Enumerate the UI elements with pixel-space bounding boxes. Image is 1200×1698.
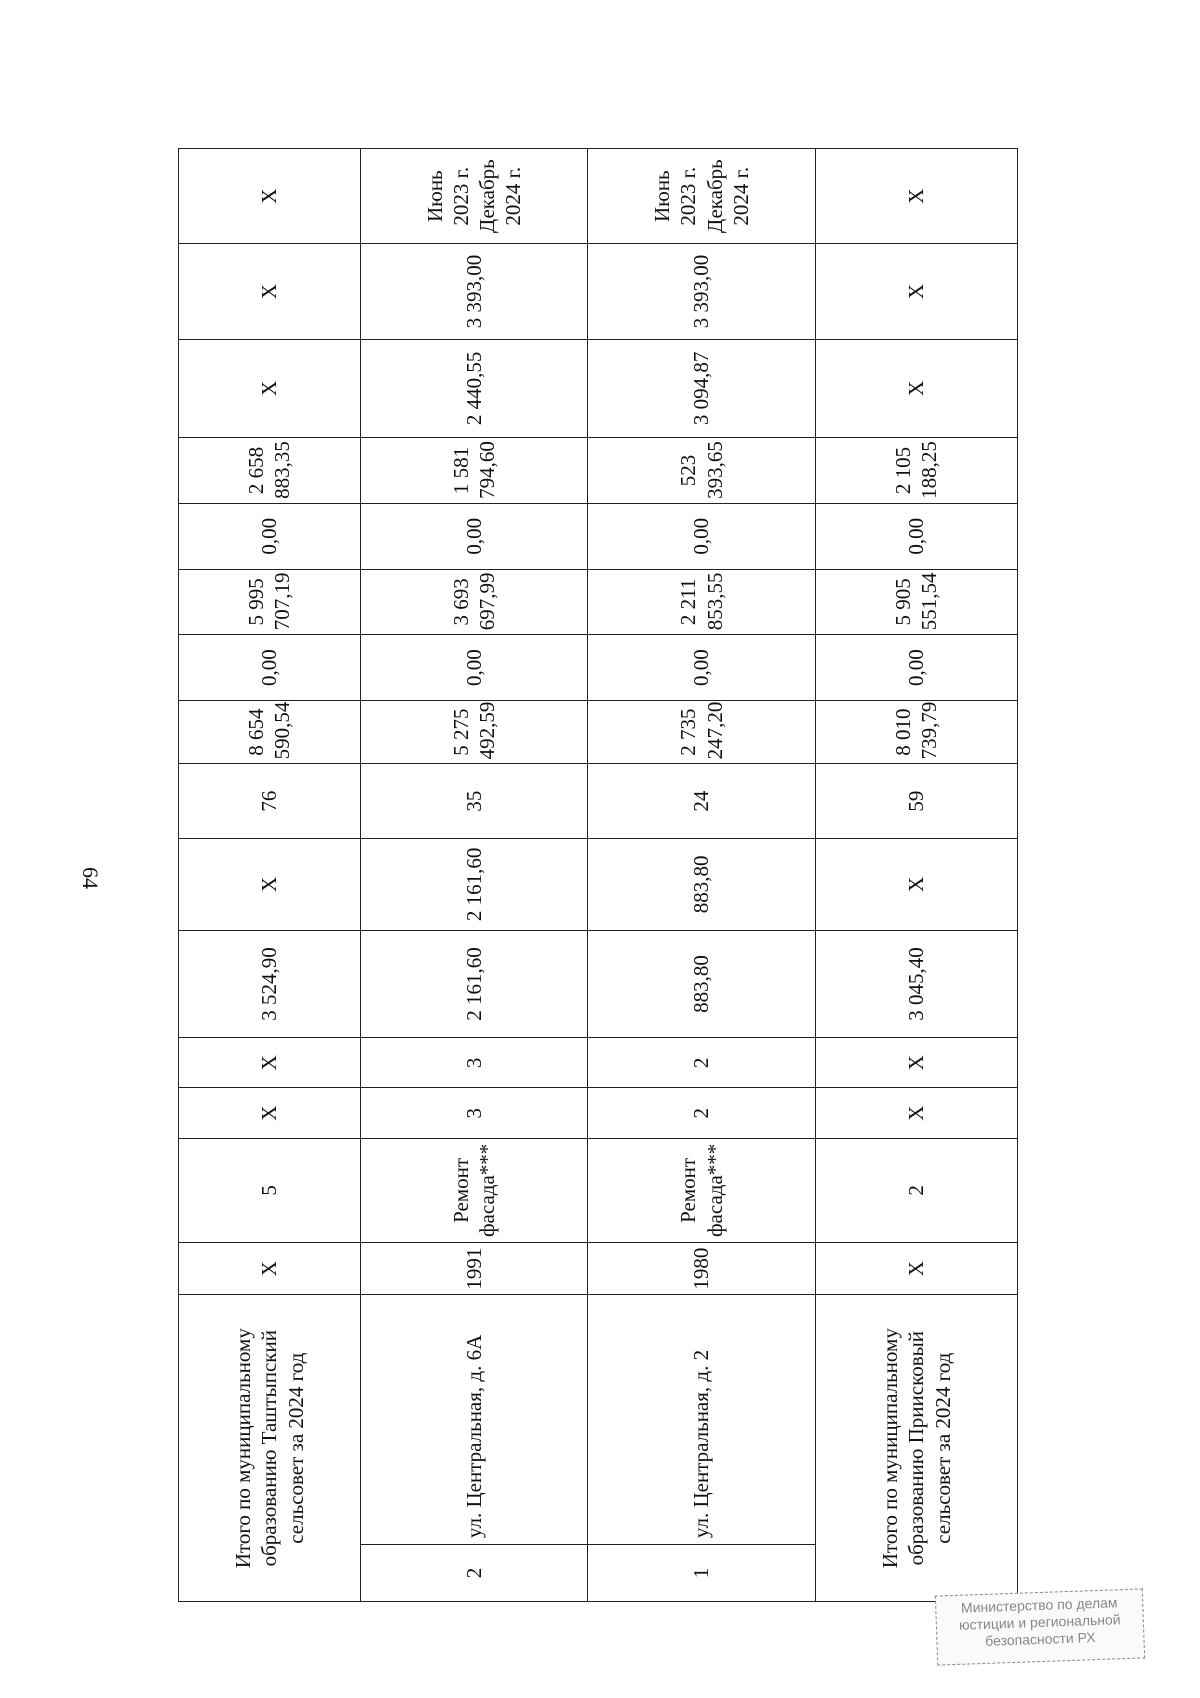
cell-address: ул. Центральная, д. 6А bbox=[360, 1295, 587, 1545]
table-row-subtotal-tashtyp bbox=[179, 149, 361, 1602]
cell-year: X bbox=[815, 1242, 1017, 1295]
cell-fund-owners: 523 393,65 bbox=[588, 438, 815, 504]
cell-year: 1991 bbox=[360, 1242, 587, 1295]
cell-period: X bbox=[179, 149, 361, 244]
cell-area-total: 3 524,90 bbox=[179, 930, 361, 1037]
repair-program-table bbox=[178, 148, 1018, 1602]
cell-fund-reg: 2 211 853,55 bbox=[588, 569, 815, 635]
cell-area-living: 883,80 bbox=[588, 838, 815, 930]
registration-stamp bbox=[935, 1588, 1145, 1665]
cell-max-cost: X bbox=[815, 244, 1017, 339]
cell-c1: X bbox=[179, 1088, 361, 1138]
cell-unit-cost: X bbox=[179, 339, 361, 438]
cell-unit-cost: 3 094,87 bbox=[588, 339, 815, 438]
cell-address: ул. Центральная, д. 2 bbox=[588, 1295, 815, 1545]
cell-fund-local: 0,00 bbox=[815, 503, 1017, 569]
cell-year: X bbox=[179, 1242, 361, 1295]
cell-c2: 2 bbox=[588, 1038, 815, 1088]
cell-area-total: 883,80 bbox=[588, 930, 815, 1037]
cell-work: 5 bbox=[179, 1138, 361, 1242]
cell-c2: X bbox=[815, 1038, 1017, 1088]
table-row-subtotal-priiskovy bbox=[815, 149, 1017, 1602]
cell-cost-total: 8 654 590,54 bbox=[179, 700, 361, 764]
cell-work: Ремонт фасада*** bbox=[360, 1138, 587, 1242]
stamp-line-3: безопасности РХ bbox=[984, 1629, 1096, 1649]
cell-c1: X bbox=[815, 1088, 1017, 1138]
cell-unit-cost: 2 440,55 bbox=[360, 339, 587, 438]
cell-period: Июнь 2023 г. Декабрь 2024 г. bbox=[588, 149, 815, 244]
cell-residents: 35 bbox=[360, 764, 587, 838]
table-row bbox=[360, 149, 587, 1602]
cell-fund-reg: 3 693 697,99 bbox=[360, 569, 587, 635]
cell-c1: 3 bbox=[360, 1088, 587, 1138]
cell-c2: 3 bbox=[360, 1038, 587, 1088]
cell-c1: 2 bbox=[588, 1088, 815, 1138]
cell-residents: 59 bbox=[815, 764, 1017, 838]
cell-fund-owners: 2 658 883,35 bbox=[179, 438, 361, 504]
stamp-line-1: Министерство по делам bbox=[960, 1594, 1118, 1616]
cell-fund-fed: 0,00 bbox=[179, 635, 361, 701]
cell-max-cost: 3 393,00 bbox=[588, 244, 815, 339]
cell-num: 2 bbox=[360, 1545, 587, 1602]
cell-fund-local: 0,00 bbox=[179, 503, 361, 569]
cell-unit-cost: X bbox=[815, 339, 1017, 438]
cell-c2: X bbox=[179, 1038, 361, 1088]
table-row bbox=[588, 149, 815, 1602]
cell-fund-local: 0,00 bbox=[588, 503, 815, 569]
cell-cost-total: 2 735 247,20 bbox=[588, 700, 815, 764]
cell-area-living: X bbox=[179, 838, 361, 930]
cell-fund-owners: 1 581 794,60 bbox=[360, 438, 587, 504]
cell-fund-local: 0,00 bbox=[360, 503, 587, 569]
repair-program-table-wrapper bbox=[178, 148, 1018, 1602]
cell-work: 2 bbox=[815, 1138, 1017, 1242]
cell-fund-reg: 5 905 551,54 bbox=[815, 569, 1017, 635]
cell-area-total: 3 045,40 bbox=[815, 930, 1017, 1037]
cell-residents: 24 bbox=[588, 764, 815, 838]
cell-period: Июнь 2023 г. Декабрь 2024 г. bbox=[360, 149, 587, 244]
cell-max-cost: 3 393,00 bbox=[360, 244, 587, 339]
subtotal-name: Итого по муниципальному образованию Таштыпский сельсовет за 2024 год bbox=[179, 1295, 361, 1602]
stamp-line-2: юстиции и региональной bbox=[958, 1611, 1121, 1633]
cell-fund-fed: 0,00 bbox=[588, 635, 815, 701]
cell-fund-reg: 5 995 707,19 bbox=[179, 569, 361, 635]
cell-year: 1980 bbox=[588, 1242, 815, 1295]
cell-residents: 76 bbox=[179, 764, 361, 838]
cell-area-living: X bbox=[815, 838, 1017, 930]
cell-cost-total: 8 010 739,79 bbox=[815, 700, 1017, 764]
cell-period: X bbox=[815, 149, 1017, 244]
cell-area-living: 2 161,60 bbox=[360, 838, 587, 930]
cell-area-total: 2 161,60 bbox=[360, 930, 587, 1037]
cell-fund-fed: 0,00 bbox=[815, 635, 1017, 701]
page-number: 64 bbox=[78, 867, 103, 889]
cell-fund-fed: 0,00 bbox=[360, 635, 587, 701]
cell-cost-total: 5 275 492,59 bbox=[360, 700, 587, 764]
cell-max-cost: X bbox=[179, 244, 361, 339]
cell-work: Ремонт фасада*** bbox=[588, 1138, 815, 1242]
cell-fund-owners: 2 105 188,25 bbox=[815, 438, 1017, 504]
subtotal-name: Итого по муниципальному образованию Приисковый сельсовет за 2024 год bbox=[815, 1295, 1017, 1602]
cell-num: 1 bbox=[588, 1545, 815, 1602]
